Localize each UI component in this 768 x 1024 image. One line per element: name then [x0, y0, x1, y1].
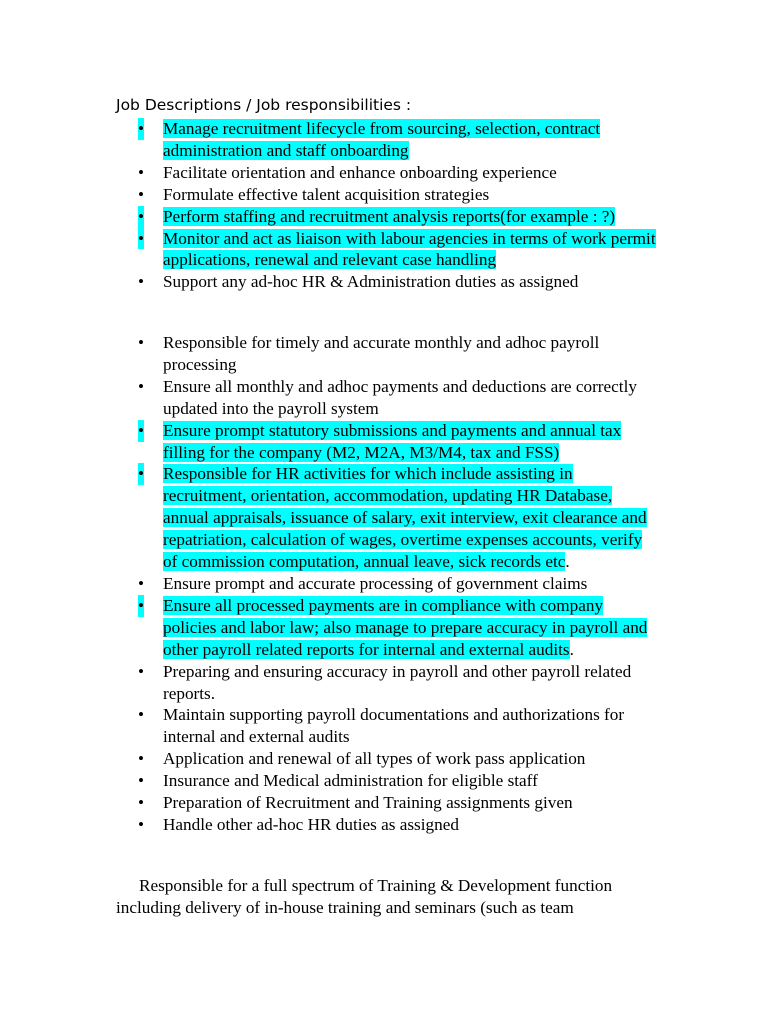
bullet-icon: •: [138, 420, 145, 440]
list-item: [116, 573, 656, 595]
bullet-icon: •: [138, 333, 145, 352]
list-item: [116, 463, 656, 573]
list-item-tail: .: [565, 552, 570, 572]
list-item: [116, 792, 656, 814]
list-item-text: Responsible for HR activities for which include assisting in recruitment, orientation, accommodation, updating HR Database, annual appraisals, issuance of salary, exit interview, exit clearance and repatriation, calculation of wages, overtime expenses accounts, verify of commission computation, annual leave, sick records etc: [163, 464, 647, 572]
list-item-text: Ensure all monthly and adhoc payments and deductions are correctly updated into the payroll system: [163, 376, 637, 418]
list-item: [116, 814, 656, 836]
bullet-icon: •: [138, 162, 145, 182]
list-item-text: Monitor and act as liaison with labour agencies in terms of work permit applications, renewal and relevant case handling: [163, 228, 656, 270]
list-item-text: Handle other ad-hoc HR duties as assigned: [163, 814, 459, 834]
list-item: [116, 162, 656, 184]
bullet-icon: •: [138, 272, 145, 292]
list-item-text: Perform staffing and recruitment analysis reports(for example : ?): [163, 206, 616, 226]
bullet-icon: •: [138, 814, 145, 834]
list-item: [116, 206, 656, 228]
list-item: [116, 332, 656, 376]
list-item-text: Responsible for timely and accurate monthly and adhoc payroll processing: [163, 333, 600, 374]
payroll-hr-responsibilities-list: [116, 332, 656, 836]
list-item-text: Ensure prompt statutory submissions and payments and annual tax filling for the company (M2, M2A, M3/M4, tax and FSS): [163, 420, 622, 462]
list-item-text: Ensure prompt and accurate processing of government claims: [163, 573, 588, 593]
list-item: [116, 704, 656, 748]
list-item: [116, 184, 656, 206]
list-item: [116, 228, 656, 272]
list-item: [116, 420, 656, 464]
list-item: [116, 118, 656, 162]
list-item-text: Ensure all processed payments are in compliance with company policies and labor law; also manage to prepare accuracy in payroll and other payroll related reports for internal and external audits: [163, 595, 648, 659]
bullet-icon: •: [138, 376, 145, 396]
bullet-icon: •: [138, 749, 145, 769]
list-item: [116, 271, 656, 293]
list-item-tail: .: [569, 639, 574, 659]
list-item-text: Manage recruitment lifecycle from sourcing, selection, contract administration and staff onboarding: [163, 119, 601, 160]
bullet-icon: •: [138, 793, 145, 813]
bullet-icon: •: [138, 705, 145, 725]
list-item-text: Preparing and ensuring accuracy in payroll and other payroll related reports.: [163, 661, 632, 703]
bullet-icon: •: [138, 595, 145, 615]
list-item-text: Preparation of Recruitment and Training assignments given: [163, 793, 573, 813]
bullet-icon: •: [138, 119, 145, 138]
training-paragraph: Responsible for a full spectrum of Training & Development function including delivery of in-house training and seminars (such as team: [116, 876, 613, 917]
list-item-text: Application and renewal of all types of work pass application: [163, 749, 586, 769]
bullet-icon: •: [138, 661, 145, 681]
list-item-text: Insurance and Medical administration for eligible staff: [163, 771, 538, 791]
bullet-icon: •: [138, 206, 145, 226]
list-item-text: Maintain supporting payroll documentations and authorizations for internal and external audits: [163, 705, 625, 747]
bullet-icon: •: [138, 184, 145, 204]
section-heading: Job Descriptions / Job responsibilities :: [116, 96, 412, 114]
list-item-text: Support any ad-hoc HR & Administration duties as assigned: [163, 272, 579, 292]
list-item: [116, 770, 656, 792]
bullet-icon: •: [138, 771, 145, 791]
list-item: [116, 748, 656, 770]
list-item: [116, 376, 656, 420]
bullet-icon: •: [138, 228, 145, 248]
bullet-icon: •: [138, 464, 145, 484]
recruitment-responsibilities-list: [116, 118, 656, 293]
bullet-icon: •: [138, 573, 145, 593]
list-item-text: Facilitate orientation and enhance onboarding experience: [163, 162, 557, 182]
list-item: [116, 595, 656, 661]
list-item-text: Formulate effective talent acquisition strategies: [163, 184, 490, 204]
list-item: [116, 661, 656, 705]
